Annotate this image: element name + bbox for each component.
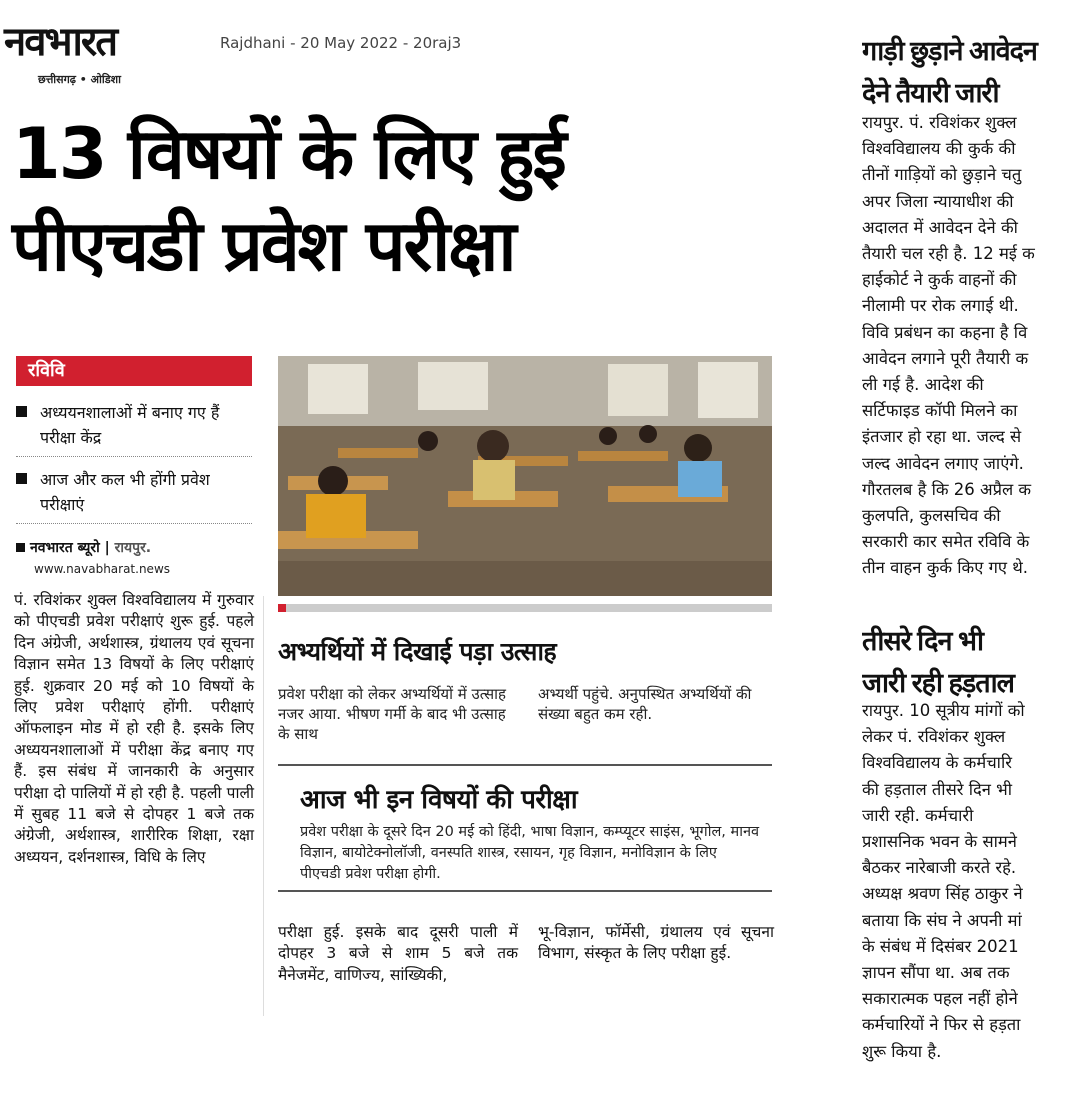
info-box (278, 764, 772, 892)
article-body-col3: भू-विज्ञान, फॉर्मेसी, ग्रंथालय एवं सूचना विभाग, संस्कृत के लिए परीक्षा हुई. (538, 923, 774, 963)
side-story-1-line: सरकारी कार समेत रविवि के (862, 532, 1030, 552)
exam-hall-photo (278, 356, 772, 596)
square-bullet-icon (16, 543, 25, 552)
side-story-2-line: के संबंध में दिसंबर 2021 (862, 936, 1019, 956)
side-story-2-line: रायपुर. 10 सूत्रीय मांगों को (862, 701, 1025, 720)
dateline: Rajdhani - 20 May 2022 - 20raj3 (220, 34, 462, 52)
website-link: www.navabharat.news (34, 562, 171, 576)
side-story-2-line: सकारात्मक पहल नहीं होने (862, 989, 1018, 1009)
article-body-col1: पं. रविशंकर शुक्ल विश्वविद्यालय में गुरुवार को पीएचडी प्रवेश परीक्षाएं शुरू हुई. पहले दिन अंग्रेजी, अर्थशास्त्र, ग्रंथालय एवं सूचना विज्ञान समेत 13 विषयों के लिए परीक्षाएं हुई. शुक्रवार 20 मई को 10 विषयों के लिए प्रवेश परीक्षाएं होंगी. परीक्षाएं ऑफलाइन मोड में हो रही है. इसके लिए अध्ययनशालाओं में परीक्षा केंद्र बनाए गए हैं. इस संबंध में जानकारी के अनुसार परीक्षा दो पालियों में हो रही है. पहली पाली में सुबह 11 बजे से दोपहर 1 बजे तक अंग्रेजी, अर्थशास्त्र, शारीरिक शिक्षा, रक्षा अध्ययन, दर्शनशास्त्र, विधि के लिए (14, 591, 254, 866)
side-story-2-line: लेकर पं. रविशंकर शुक्ल (862, 727, 1006, 747)
highlight-item: अध्ययनशालाओं में बनाए गए हैं परीक्षा केंद्र (16, 396, 252, 457)
side-story-1-line: तीन वाहन कुर्क किए गए थे. (862, 558, 1029, 578)
side-story-2-line: बताया कि संघ ने अपनी मां (862, 910, 1022, 930)
side-story-1-line: हाईकोर्ट ने कुर्क वाहनों की (862, 270, 1017, 290)
exam-hall-illustration (278, 356, 772, 596)
side-story-2-line: अध्यक्ष श्रवण सिंह ठाकुर ने (862, 884, 1023, 904)
side-story-1-line: अपर जिला न्यायाधीश की (862, 191, 1014, 211)
side-story-1-headline-line1: गाड़ी छुड़ाने आवेदन (862, 36, 1037, 66)
mid-text-col1: प्रवेश परीक्षा को लेकर अभ्यर्थियों में उत्साह नजर आया. भीषण गर्मी के बाद भी उत्साह के साथ (278, 685, 507, 743)
side-story-1-line: आवेदन लगाने पूरी तैयारी क (862, 348, 1029, 368)
side-story-2-headline-line2: जारी रही हड़ताल (862, 668, 1014, 698)
side-story-1-headline-line2: देने तैयारी जारी (862, 78, 999, 108)
byline-bureau: नवभारत ब्यूरो (30, 540, 100, 556)
side-story-2-line: शुरू किया है. (862, 1041, 942, 1061)
side-story-1-line: तीनों गाड़ियों को छुड़ाने चतु (862, 165, 1022, 185)
column-divider (263, 596, 264, 1016)
main-headline (12, 108, 852, 292)
side-story-1-line: विश्वविद्यालय की कुर्क की (862, 139, 1016, 159)
side-story-1-line: ली गई है. आदेश की (862, 375, 984, 395)
side-story-1-line: नीलामी पर रोक लगाई थी. (862, 296, 1019, 316)
side-story-1-line: सर्टिफाइड कॉपी मिलने का (862, 401, 1018, 421)
photo-caption-bar (278, 604, 772, 612)
headline-line-1: 13 विषयों के लिए हुई (12, 113, 565, 195)
side-story-1-line: विवि प्रबंधन का कहना है वि (862, 322, 1028, 342)
side-story-2-line: बैठकर नारेबाजी करते रहे. (862, 858, 1017, 878)
highlight-item: आज और कल भी होंगी प्रवेश परीक्षाएं (16, 463, 252, 524)
side-story-2-line: प्रशासनिक भवन के सामने (862, 832, 1017, 852)
section-tag: रविवि (16, 356, 252, 386)
side-story-2-line: ज्ञापन सौंपा था. अब तक (862, 963, 1010, 983)
highlights-list (16, 396, 252, 530)
info-box-text: प्रवेश परीक्षा के दूसरे दिन 20 मई को हिंदी, भाषा विज्ञान, कम्प्यूटर साइंस, भूगोल, मानव विज्ञान, बायोटेक्नोलॉजी, वनस्पति शास्त्र, रसायन, गृह विज्ञान, मनोविज्ञान के लिए पीएचडी प्रवेश परीक्षा होगी. (300, 824, 760, 882)
side-story-2-line: की हड़ताल तीसरे दिन भी (862, 779, 1013, 799)
side-story-2-line: जारी रही. कर्मचारी (862, 805, 974, 825)
side-story-1-line: कुलपति, कुलसचिव की (862, 506, 1001, 526)
side-story-2-body (862, 698, 1086, 1065)
headline-line-2: पीएचडी प्रवेश परीक्षा (12, 205, 515, 287)
side-story-1-body (862, 110, 1086, 582)
edition-label: छत्तीसगढ़ • ओडिशा (38, 73, 121, 86)
side-story-1-line: जल्द आवेदन लगाए जाएंगे. (862, 453, 1024, 473)
side-story-2-headline-line1: तीसरे दिन भी (862, 626, 983, 656)
side-story-1-line: अदालत में आवेदन देने की (862, 217, 1018, 237)
side-story-1-line: गौरतलब है कि 26 अप्रैल क (862, 479, 1032, 499)
byline: नवभारत ब्यूरो | रायपुर. (16, 538, 252, 557)
side-story-2-headline (862, 620, 1086, 704)
subheading-enthusiasm: अभ्यर्थियों में दिखाई पड़ा उत्साह (278, 637, 557, 666)
article-body-col2: परीक्षा हुई. इसके बाद दूसरी पाली में दोपहर 3 बजे से शाम 5 बजे तक मैनेजमेंट, वाणिज्य, सांख्यिकी, (278, 923, 518, 984)
side-story-1-line: तैयारी चल रही है. 12 मई क (862, 244, 1035, 264)
side-story-1-headline (862, 30, 1086, 114)
info-box-title: आज भी इन विषयों की परीक्षा (300, 785, 578, 815)
side-story-1-line: इंतजार हो रहा था. जल्द से (862, 427, 1022, 447)
newspaper-logo: नवभारत (4, 18, 117, 65)
mid-text-col2: अभ्यर्थी पहुंचे. अनुपस्थित अभ्यर्थियों की संख्या बहुत कम रही. (538, 685, 752, 723)
side-story-2-line: कर्मचारियों ने फिर से हड़ता (862, 1015, 1021, 1035)
side-story-2-line: विश्वविद्यालय के कर्मचारि (862, 753, 1012, 773)
byline-city: रायपुर. (114, 540, 152, 556)
side-story-1-line: रायपुर. पं. रविशंकर शुक्ल (862, 113, 1017, 132)
